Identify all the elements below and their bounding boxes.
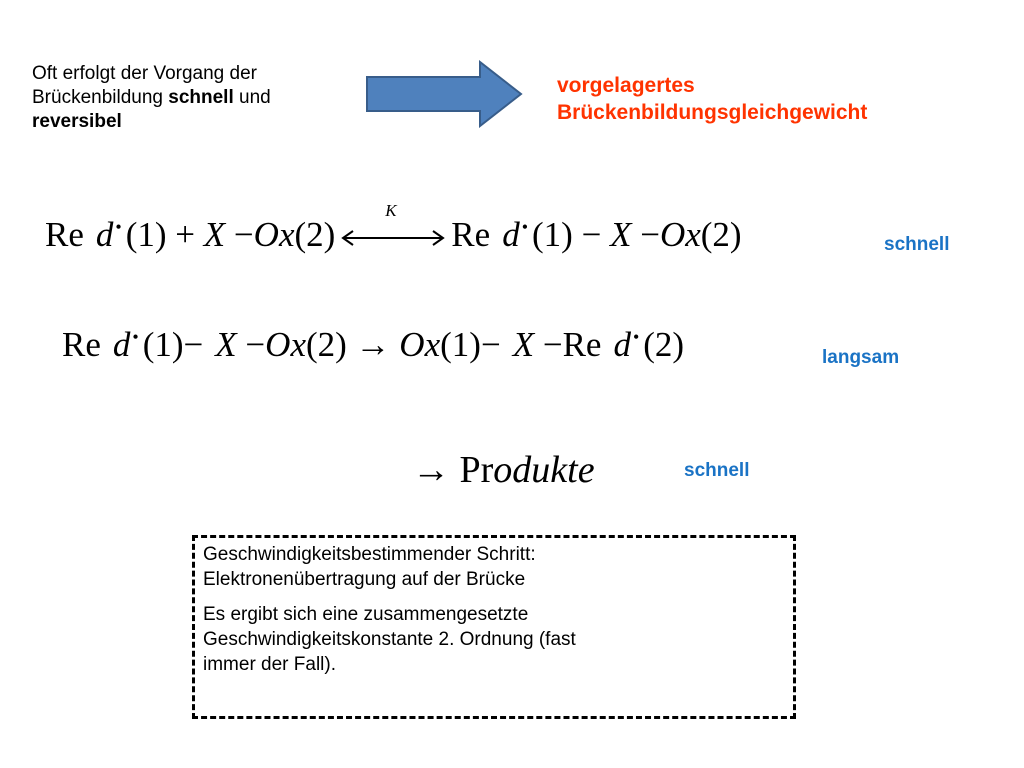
- eq2-r-n1: (1): [440, 325, 481, 364]
- eq2-X: X: [215, 325, 237, 364]
- eq1-plus: +: [175, 215, 196, 254]
- rate-label-slow: langsam: [822, 347, 900, 368]
- eq2-r-red: Re: [562, 325, 602, 364]
- eq1-r-red: Re: [451, 215, 491, 254]
- rate-label-fast-products: schnell: [684, 460, 750, 481]
- eq2-r-O: O: [399, 325, 425, 364]
- box-paragraph-1: [203, 542, 785, 592]
- rate-label-fast: schnell: [884, 234, 950, 255]
- intro-bold-reversibel: reversibel: [32, 111, 122, 132]
- radical-dot-icon: •: [632, 327, 640, 347]
- eq2-d: d: [112, 325, 131, 364]
- box-p2-line2: Geschwindigkeitskonstante 2. Ordnung (fast: [203, 629, 576, 650]
- eq2-n2: (2): [305, 325, 347, 364]
- intro-line2-suffix: und: [233, 87, 271, 108]
- eq2-red: Re: [62, 325, 101, 364]
- intro-line1: Oft erfolgt der Vorgang der: [32, 63, 257, 84]
- intro-text: [32, 62, 362, 134]
- eq2-minus2: −: [245, 325, 266, 364]
- equilibrium-arrow-icon: [339, 200, 447, 253]
- eq2-O: O: [265, 325, 291, 364]
- radical-dot-icon: •: [115, 217, 122, 237]
- right-arrow-icon: [365, 60, 525, 128]
- eq1-r-X: X: [610, 215, 632, 254]
- eq1-r-d: d: [502, 215, 520, 254]
- radical-dot-icon: •: [132, 327, 139, 347]
- eq1-n1: (1): [125, 215, 167, 254]
- eq2-r-x: x: [424, 325, 441, 364]
- eq2-r-d: d: [613, 325, 631, 364]
- eq2-n1: (1): [142, 325, 184, 364]
- equation-equilibrium: [45, 200, 742, 255]
- eq1-X: X: [203, 215, 226, 254]
- eq2-r-minus2: −: [542, 325, 563, 364]
- rate-determining-step-box: [192, 535, 796, 719]
- eq1-r-minus2: −: [640, 215, 660, 254]
- conclusion-text: [557, 72, 867, 126]
- reaction-arrow-icon: →: [355, 325, 391, 364]
- eq2-r-X: X: [512, 325, 535, 364]
- box-p1-line2: Elektronenübertragung auf der Brücke: [203, 569, 526, 590]
- eq1-n2: (2): [294, 215, 336, 254]
- conclusion-line2: Brückenbildungsgleichgewicht: [557, 101, 868, 124]
- eq1-minus: −: [233, 215, 254, 254]
- eq3-rest: odukte: [493, 449, 595, 491]
- eq1-r-O: O: [659, 215, 686, 254]
- box-p2-line3: immer der Fall).: [203, 654, 337, 675]
- eq1-d: d: [95, 215, 114, 254]
- box-p1-line1: Geschwindigkeitsbestimmender Schritt:: [203, 544, 536, 565]
- box-p2-line1: Es ergibt sich eine zusammengesetzte: [203, 604, 529, 625]
- eq1-r-minus1: −: [581, 215, 602, 254]
- eq1-r-x: x: [685, 215, 701, 254]
- box-paragraph-2: [203, 602, 785, 677]
- eq2-r-minus1: −: [480, 325, 501, 364]
- intro-bold-schnell: schnell: [168, 87, 234, 108]
- eq1-red: Re: [45, 215, 84, 254]
- eq1-O: O: [253, 215, 279, 254]
- equilibrium-constant-label: K: [385, 200, 397, 220]
- equation-products: [412, 448, 595, 492]
- conclusion-line1: vorgelagertes: [557, 74, 695, 97]
- equation-electron-transfer: [62, 325, 684, 365]
- eq3-pr: Pr: [459, 449, 494, 491]
- eq1-r-n1: (1): [532, 215, 573, 254]
- eq2-r-n2: (2): [643, 325, 685, 364]
- eq1-r-n2: (2): [700, 215, 742, 254]
- eq2-x: x: [290, 325, 306, 364]
- eq2-minus1: −: [183, 325, 204, 364]
- intro-line2-prefix: Brückenbildung: [32, 87, 169, 108]
- radical-dot-icon: •: [521, 217, 528, 237]
- eq1-x: x: [278, 215, 295, 254]
- products-arrow-icon: →: [412, 449, 450, 491]
